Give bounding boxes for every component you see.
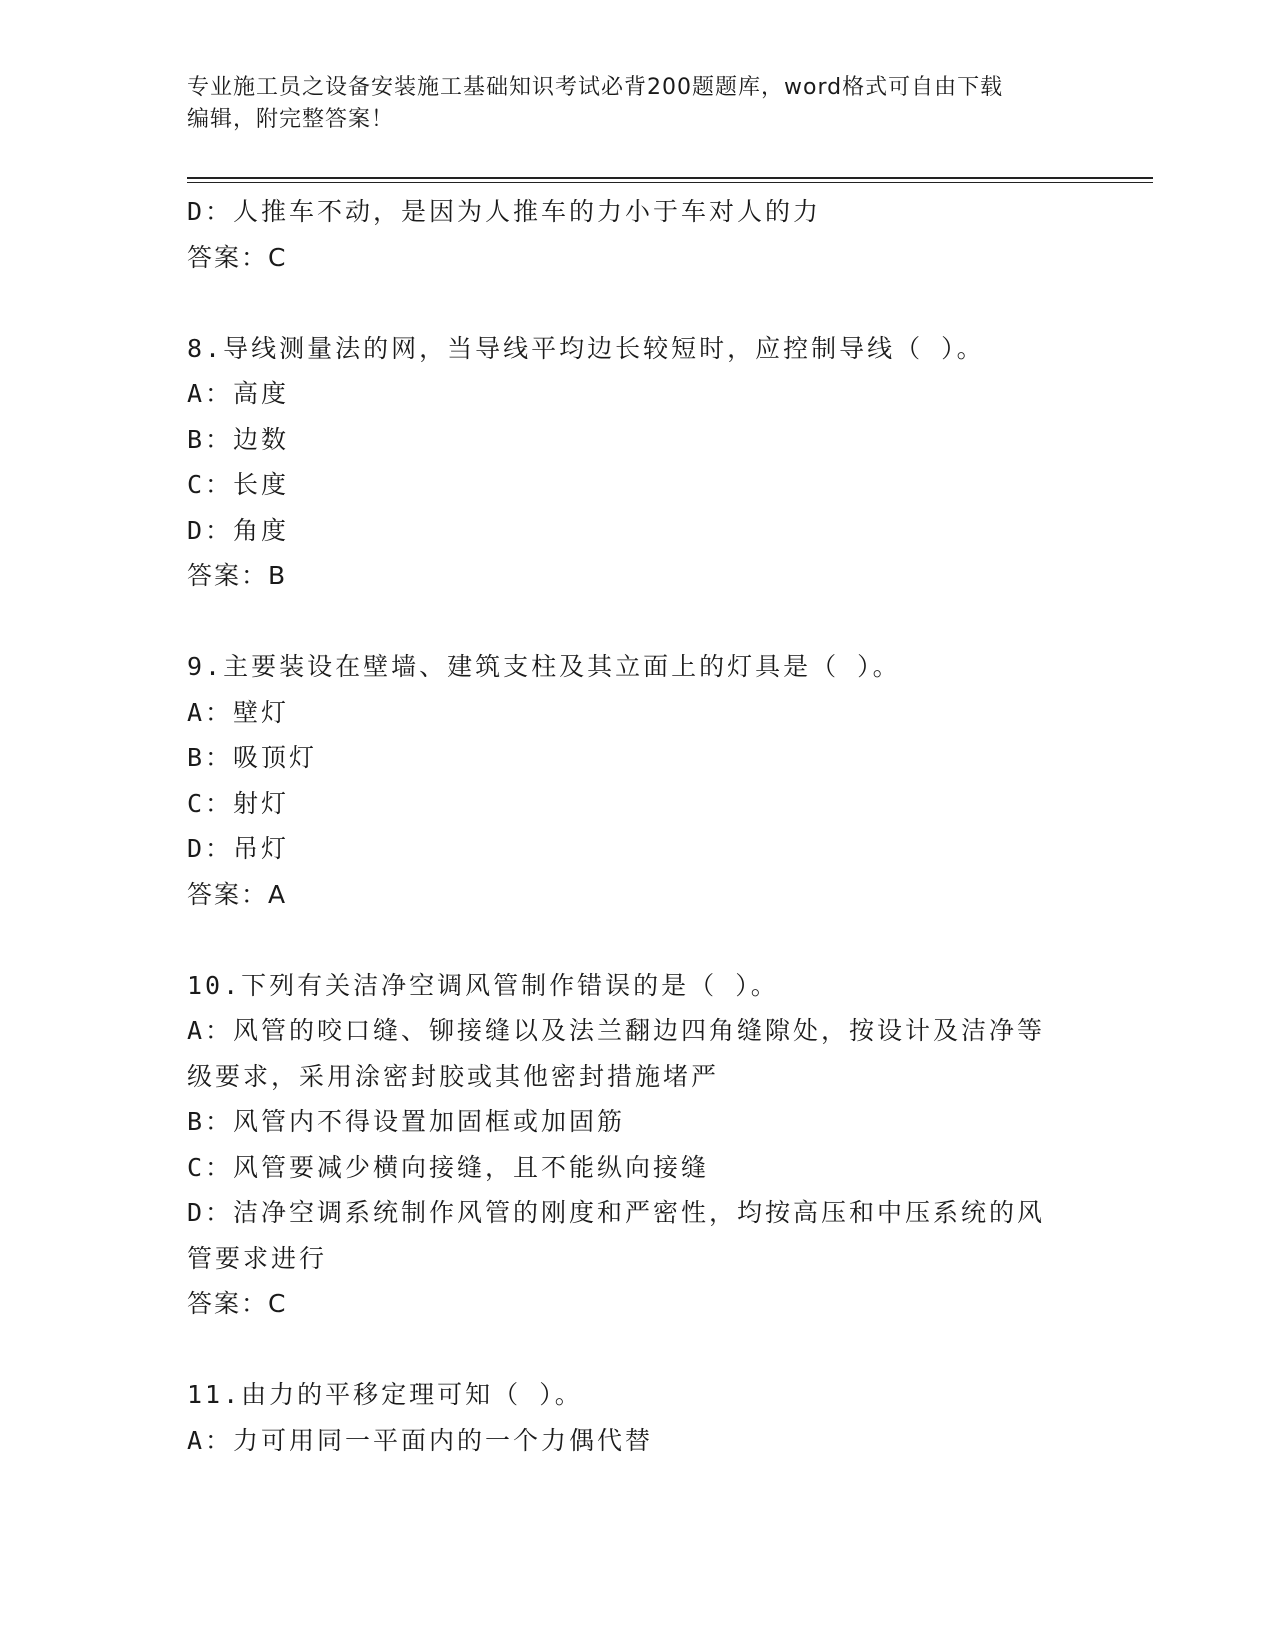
question-10-option-a: A：风管的咬口缝、铆接缝以及法兰翻边四角缝隙处，按设计及洁净等 (187, 1016, 1046, 1045)
question-8-option-d: D：角度 (187, 515, 290, 545)
question-10-option-d: D：洁净空调系统制作风管的刚度和严密性，均按高压和中压系统的风 (187, 1198, 1046, 1227)
question-8-option-c: C：长度 (187, 470, 290, 499)
question-10-option-d-cont: 管要求进行 (187, 1243, 328, 1273)
header-line-1: 专业施工员之设备安装施工基础知识考试必背200题题库，word格式可自由下载 (187, 75, 1004, 100)
document-header (187, 72, 1087, 136)
question-10-option-c: C：风管要减少横向接缝，且不能纵向接缝 (187, 1152, 710, 1182)
question-9-option-c: C：射灯 (187, 788, 290, 818)
question-9-option-d: D：吊灯 (187, 834, 290, 863)
question-9-option-b: B：吸顶灯 (187, 743, 318, 772)
header-divider-thin (187, 182, 1153, 183)
prev-answer: 答案：C (187, 242, 288, 272)
question-9-option-a: A：壁灯 (187, 697, 290, 727)
question-11-option-a: A：力可用同一平面内的一个力偶代替 (187, 1425, 654, 1455)
question-9-answer: 答案：A (187, 879, 288, 909)
header-line-2: 编辑，附完整答案！ (187, 107, 395, 132)
question-10-option-b: B：风管内不得设置加固框或加固筋 (187, 1107, 626, 1136)
question-9-stem: 9.主要装设在壁墙、建筑支柱及其立面上的灯具是（ ）。 (187, 652, 901, 681)
header-divider-thick (187, 177, 1153, 179)
question-8-answer: 答案：B (187, 561, 288, 590)
question-8-option-a: A：高度 (187, 379, 290, 408)
question-8-stem: 8.导线测量法的网，当导线平均边长较短时，应控制导线（ ）。 (187, 333, 985, 363)
question-list (187, 189, 1087, 1463)
question-10-stem: 10.下列有关洁净空调风管制作错误的是（ ）。 (187, 970, 779, 1000)
prev-option-d: D：人推车不动，是因为人推车的力小于车对人的力 (187, 197, 822, 226)
question-10-option-a-cont: 级要求，采用涂密封胶或其他密封措施堵严 (187, 1061, 720, 1091)
question-8-option-b: B：边数 (187, 424, 290, 454)
question-10-answer: 答案：C (187, 1289, 288, 1318)
question-11-stem: 11.由力的平移定理可知（ ）。 (187, 1380, 583, 1409)
